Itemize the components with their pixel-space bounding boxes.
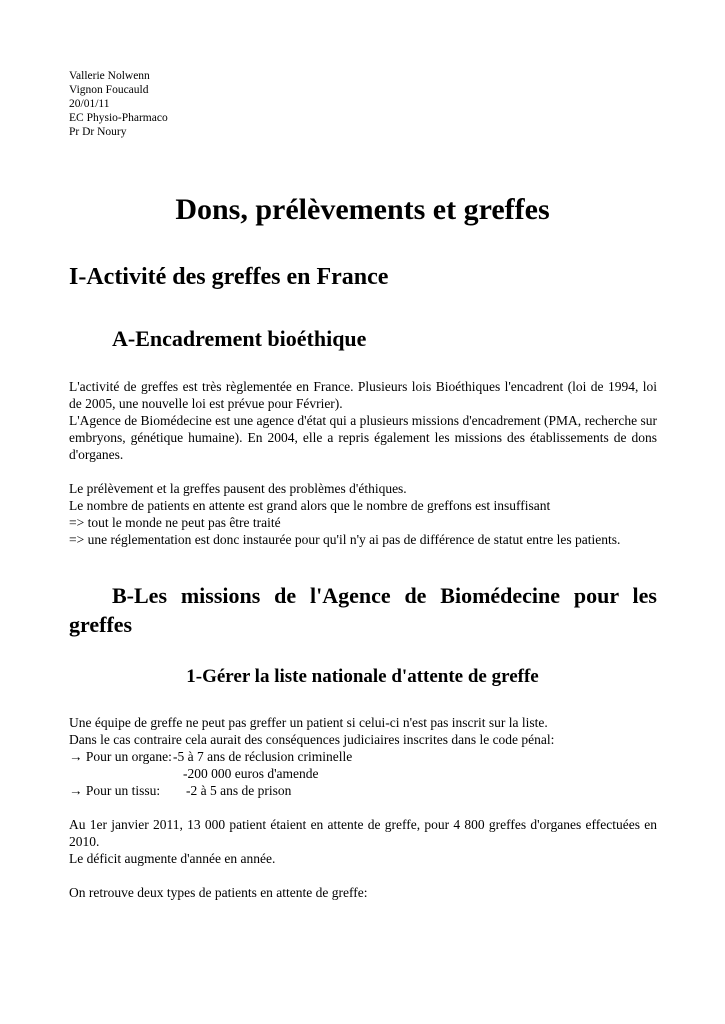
section-1b-1-body [69,714,657,901]
penalty-organ-row-2 [69,765,657,782]
paragraph: => tout le monde ne peut pas être traité [69,515,281,530]
blank-line [69,867,657,884]
author-info [69,69,168,139]
author-line-1: Vallerie Nolwenn [69,70,150,82]
section-1-heading: I-Activité des greffes en France [69,264,389,290]
blank-line [69,463,657,480]
paragraph: Une équipe de greffe ne peut pas greffer un patient si celui-ci n'est pas inscrit sur la liste. [69,715,548,730]
document-title: Dons, prélèvements et greffes [175,193,550,226]
penalty-tissue-label: → Pour un tissu: [69,783,161,798]
paragraph: On retrouve deux types de patients en attente de greffe: [69,885,368,900]
paragraph: Le nombre de patients en attente est grand alors que le nombre de greffons est insuffisant [69,498,551,513]
paragraph: Le prélèvement et la greffes pausent des problèmes d'éthiques. [69,481,407,496]
penalty-tissue-row [69,782,657,799]
paragraph: Dans le cas contraire cela aurait des conséquences judiciaires inscrites dans le code pénal: [69,732,555,747]
penalty-organ-item: -5 à 7 ans de réclusion criminelle [173,749,353,764]
professor-line: Pr Dr Noury [69,126,127,138]
penalty-tissue-item: -2 à 5 ans de prison [186,783,292,798]
section-1b-heading: B-Les missions de l'Agence de Biomédecine pour les greffes [69,583,657,637]
course-line: EC Physio-Pharmaco [69,112,168,124]
paragraph: Au 1er janvier 2011, 13 000 patient étaient en attente de greffe, pour 4 800 greffes d'organes effectuées en 2010. [69,817,657,849]
section-1b-1-heading: 1-Gérer la liste nationale d'attente de greffe [186,666,539,687]
paragraph: => une réglementation est donc instaurée pour qu'il n'y ai pas de différence de statut entre les patients. [69,532,621,547]
paragraph: Le déficit augmente d'année en année. [69,851,276,866]
author-line-2: Vignon Foucauld [69,84,149,96]
section-1a-heading: A-Encadrement bioéthique [112,326,367,351]
penalty-organ-row [69,748,657,765]
paragraph: L'Agence de Biomédecine est une agence d'état qui a plusieurs missions d'encadrement (PMA, recherche sur embryons, génétique humaine). En 2004, elle a repris également les missions des établissements de dons d'organes. [69,413,657,462]
section-1a-body [69,378,657,548]
penalty-organ-label: → Pour un organe: [69,749,172,764]
paragraph: L'activité de greffes est très règlementée en France. Plusieurs lois Bioéthiques l'encadrent (loi de 1994, loi de 2005, une nouvelle loi est prévue pour Février). [69,379,657,411]
penalty-organ-item: -200 000 euros d'amende [183,766,319,781]
date-line: 20/01/11 [69,98,110,110]
blank-line [69,799,657,816]
